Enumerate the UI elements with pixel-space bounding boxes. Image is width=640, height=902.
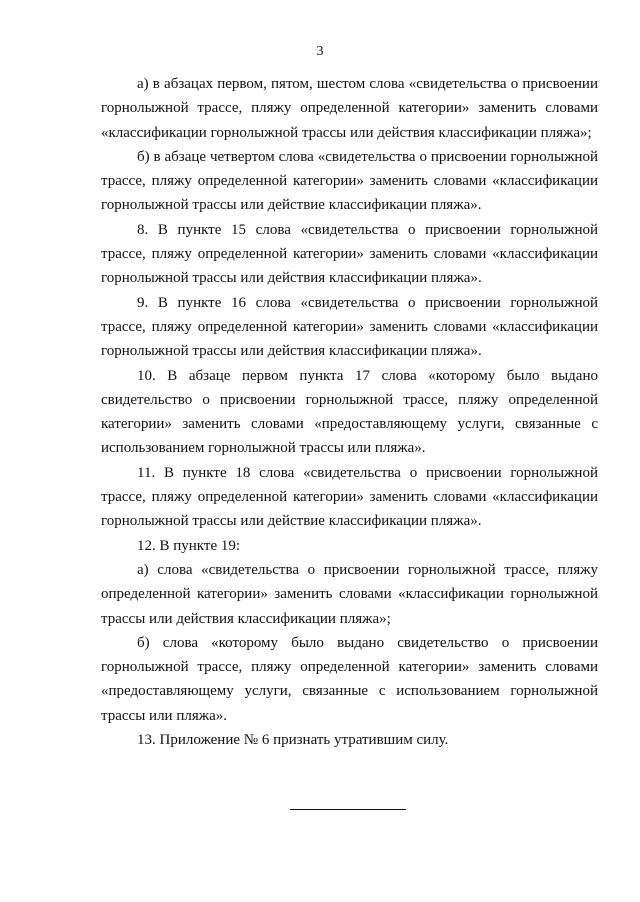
paragraph-b-fourth: б) в абзаце четвертом слова «свидетельства о присвоении горнолыжной трассе, пляжу определенной категории» заменить словами «классификации горнолыжной трассы или действие классификации пляжа». [101,148,598,214]
paragraph-item-12-b: б) слова «которому было выдано свидетельство о присвоении горнолыжной трассе, пляжу определенной категории» заменить словами «предоставляющему услуги, связанные с использованием горнолыжной трассы или пляжа». [101,634,598,724]
closing-divider [290,809,406,810]
page-number: 3 [316,44,324,59]
paragraph-item-12-heading: 12. В пункте 19: [137,537,241,554]
paragraph-item-13: 13. Приложение № 6 признать утратившим силу. [137,732,449,749]
paragraph-item-12-a: а) слова «свидетельства о присвоении горнолыжной трассе, пляжу определенной категории» заменить словами «классификации горнолыжной трассы или действия классификации пляжа»; [101,561,598,627]
paragraph-a-first-fifth-sixth: а) в абзацах первом, пятом, шестом слова «свидетельства о присвоении горнолыжной трассе, пляжу определенной категории» заменить словами «классификации горнолыжной трассы или действия классификации пляжа»; [101,76,598,141]
paragraph-item-10: 10. В абзаце первом пункта 17 слова «которому было выдано свидетельство о присвоении горнолыжной трассе, пляжу определенной категории» заменить словами «предоставляющему услуги, связанные с использованием горнолыжной трассы или пляжа». [101,367,598,457]
paragraph-item-9: 9. В пункте 16 слова «свидетельства о присвоении горнолыжной трассе, пляжу определенной категории» заменить словами «классификации горнолыжной трассы или действия классификации пляжа». [101,294,598,360]
paragraph-item-11: 11. В пункте 18 слова «свидетельства о присвоении горнолыжной трассе, пляжу определенной категории» заменить словами «классификации горнолыжной трассы или действие классификации пляжа». [101,464,598,530]
document-body [101,72,598,752]
paragraph-item-8: 8. В пункте 15 слова «свидетельства о присвоении горнолыжной трассе, пляжу определенной категории» заменить словами «классификации горнолыжной трассы или действия классификации пляжа». [101,221,598,287]
